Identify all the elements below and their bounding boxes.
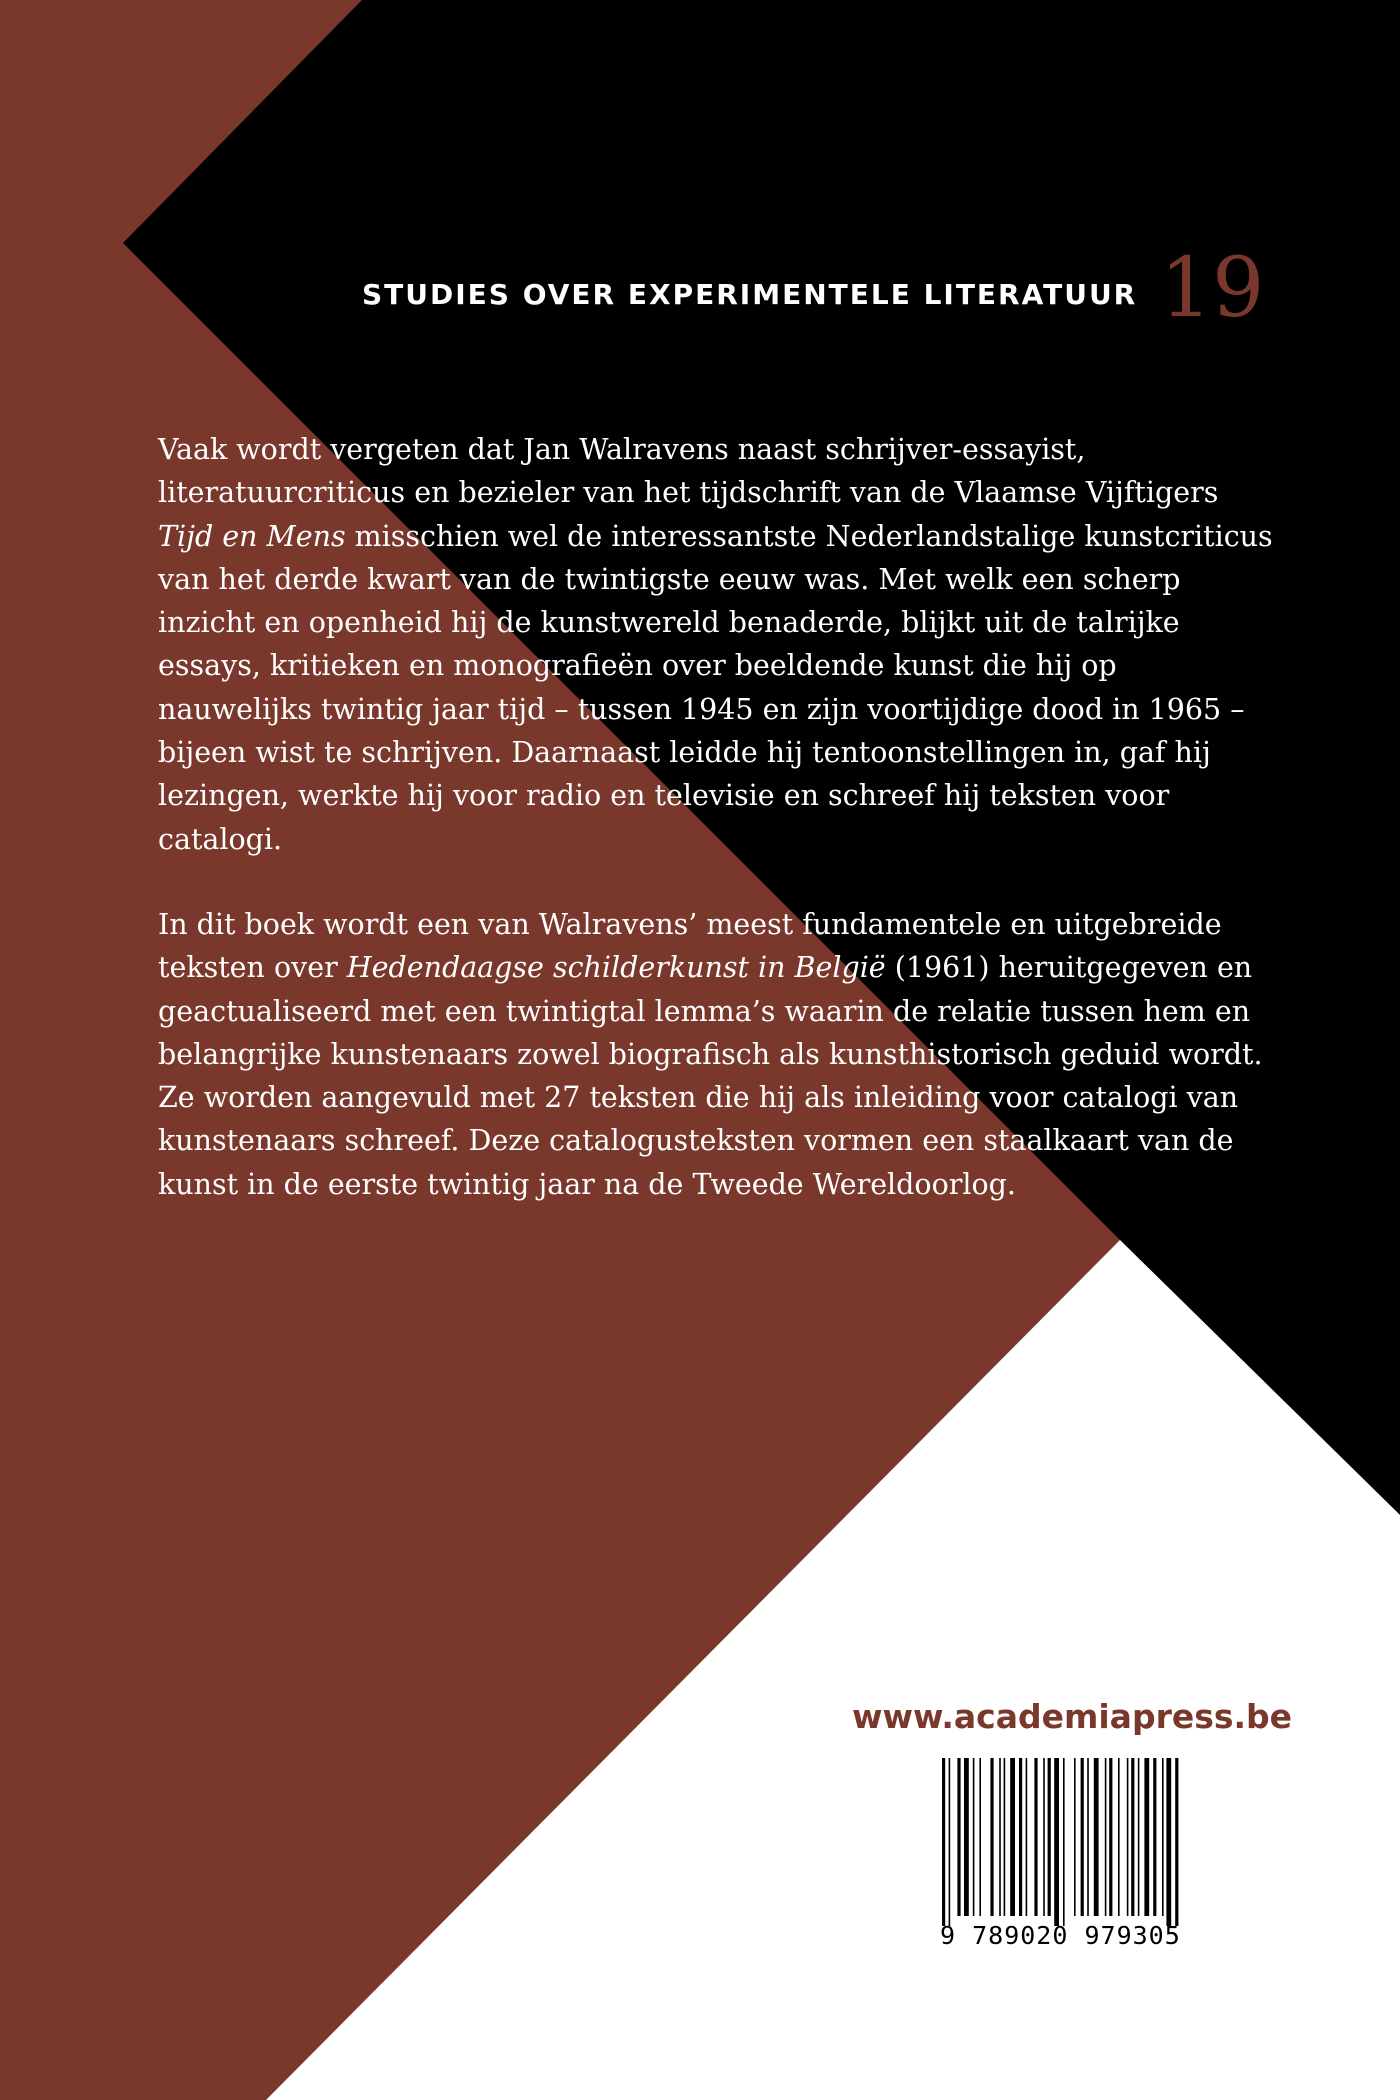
barcode-bar xyxy=(1010,1758,1015,1916)
barcode-bar xyxy=(1094,1758,1099,1916)
blurb-2-title-italic: Hedendaagse schilderkunst in België xyxy=(346,951,886,985)
barcode-bar xyxy=(1153,1758,1156,1916)
barcode-bar xyxy=(1118,1758,1120,1916)
barcode-bar xyxy=(999,1758,1001,1916)
barcode-bar xyxy=(949,1758,951,1926)
barcode-bar xyxy=(1105,1758,1107,1916)
barcode-bar xyxy=(1034,1758,1037,1916)
barcode-bar xyxy=(1048,1758,1051,1916)
barcode-bar xyxy=(1175,1758,1178,1926)
barcode-bar xyxy=(1131,1758,1134,1916)
barcode-bar xyxy=(1138,1758,1140,1916)
barcode-bar xyxy=(1144,1758,1149,1916)
barcode-bar xyxy=(973,1758,975,1916)
series-title: STUDIES OVER EXPERIMENTELE LITERATUUR xyxy=(362,278,1138,311)
blurb-1-title-italic: Tijd en Mens xyxy=(158,519,346,553)
blurb-2-text-b: (1961) heruitgegeven en geactualiseerd met een twintigtal lemma’s waarin de relatie tussen hem en belangrijke kunstenaars zowel biografisch als kunsthistorisch geduid wordt. Ze worden aangevuld met 27 teksten die hij als inleiding voor catalogi van kunstenaars schreef. Deze catalogusteksten vormen een staalkaart van de kunst in de eerste twintig jaar na de Tweede Wereldoorlog. xyxy=(158,951,1263,1201)
isbn-digits: 9 789020 979305 xyxy=(940,1921,1181,1950)
barcode-bar xyxy=(1004,1758,1006,1916)
blurb-paragraph-1 xyxy=(158,428,1278,861)
series-number: 19 xyxy=(1160,241,1265,336)
barcode-bar xyxy=(1063,1758,1065,1926)
barcode-bar xyxy=(1054,1758,1059,1926)
blurb-1-text-b: misschien wel de interessantste Nederlandstalige kunstcriticus van het derde kwart van de twintigste eeuw was. Met welk een scherp inzicht en openheid hij de kunstwereld benaderde, blijkt uit de talrijke essays, kritieken en monografieën over beeldende kunst die hij op nauwelijks twintig jaar tijd – tussen 1945 en zijn voortijdige dood in 1965 – bijeen wist te schrijven. Daarnaast leidde hij tentoonstellingen in, gaf hij lezingen, werkte hij voor radio en televisie en schreef hij teksten voor catalogi. xyxy=(158,519,1273,856)
barcode-bar xyxy=(1109,1758,1112,1916)
blurb-1-text-a: Vaak wordt vergeten dat Jan Walravens naast schrijver-essayist, literatuurcriticus en bezieler van het tijdschrift van de Vlaamse Vijftigers xyxy=(158,433,1219,510)
publisher-website-link[interactable]: www.academiapress.be xyxy=(852,1697,1293,1736)
barcode-bar xyxy=(1019,1758,1022,1916)
blurb-2-text-a: In dit boek wordt een van Walravens’ meest fundamentele en uitgebreide teksten over xyxy=(158,908,1222,985)
barcode-bar xyxy=(979,1758,981,1916)
barcode-bar xyxy=(1166,1758,1171,1926)
barcode-bar xyxy=(1162,1758,1164,1916)
barcode-bar xyxy=(964,1758,969,1916)
barcode-bar xyxy=(1087,1758,1089,1916)
barcode-bar xyxy=(990,1758,993,1916)
barcode-bar xyxy=(957,1758,960,1916)
barcode-bar xyxy=(942,1758,945,1926)
blurb-paragraph-2 xyxy=(158,903,1278,1206)
barcode-bar xyxy=(1026,1758,1028,1916)
barcode-bar xyxy=(1081,1758,1084,1916)
barcode-bar xyxy=(1074,1758,1076,1916)
barcode-bar xyxy=(1043,1758,1045,1916)
barcode-bar xyxy=(1127,1758,1129,1916)
